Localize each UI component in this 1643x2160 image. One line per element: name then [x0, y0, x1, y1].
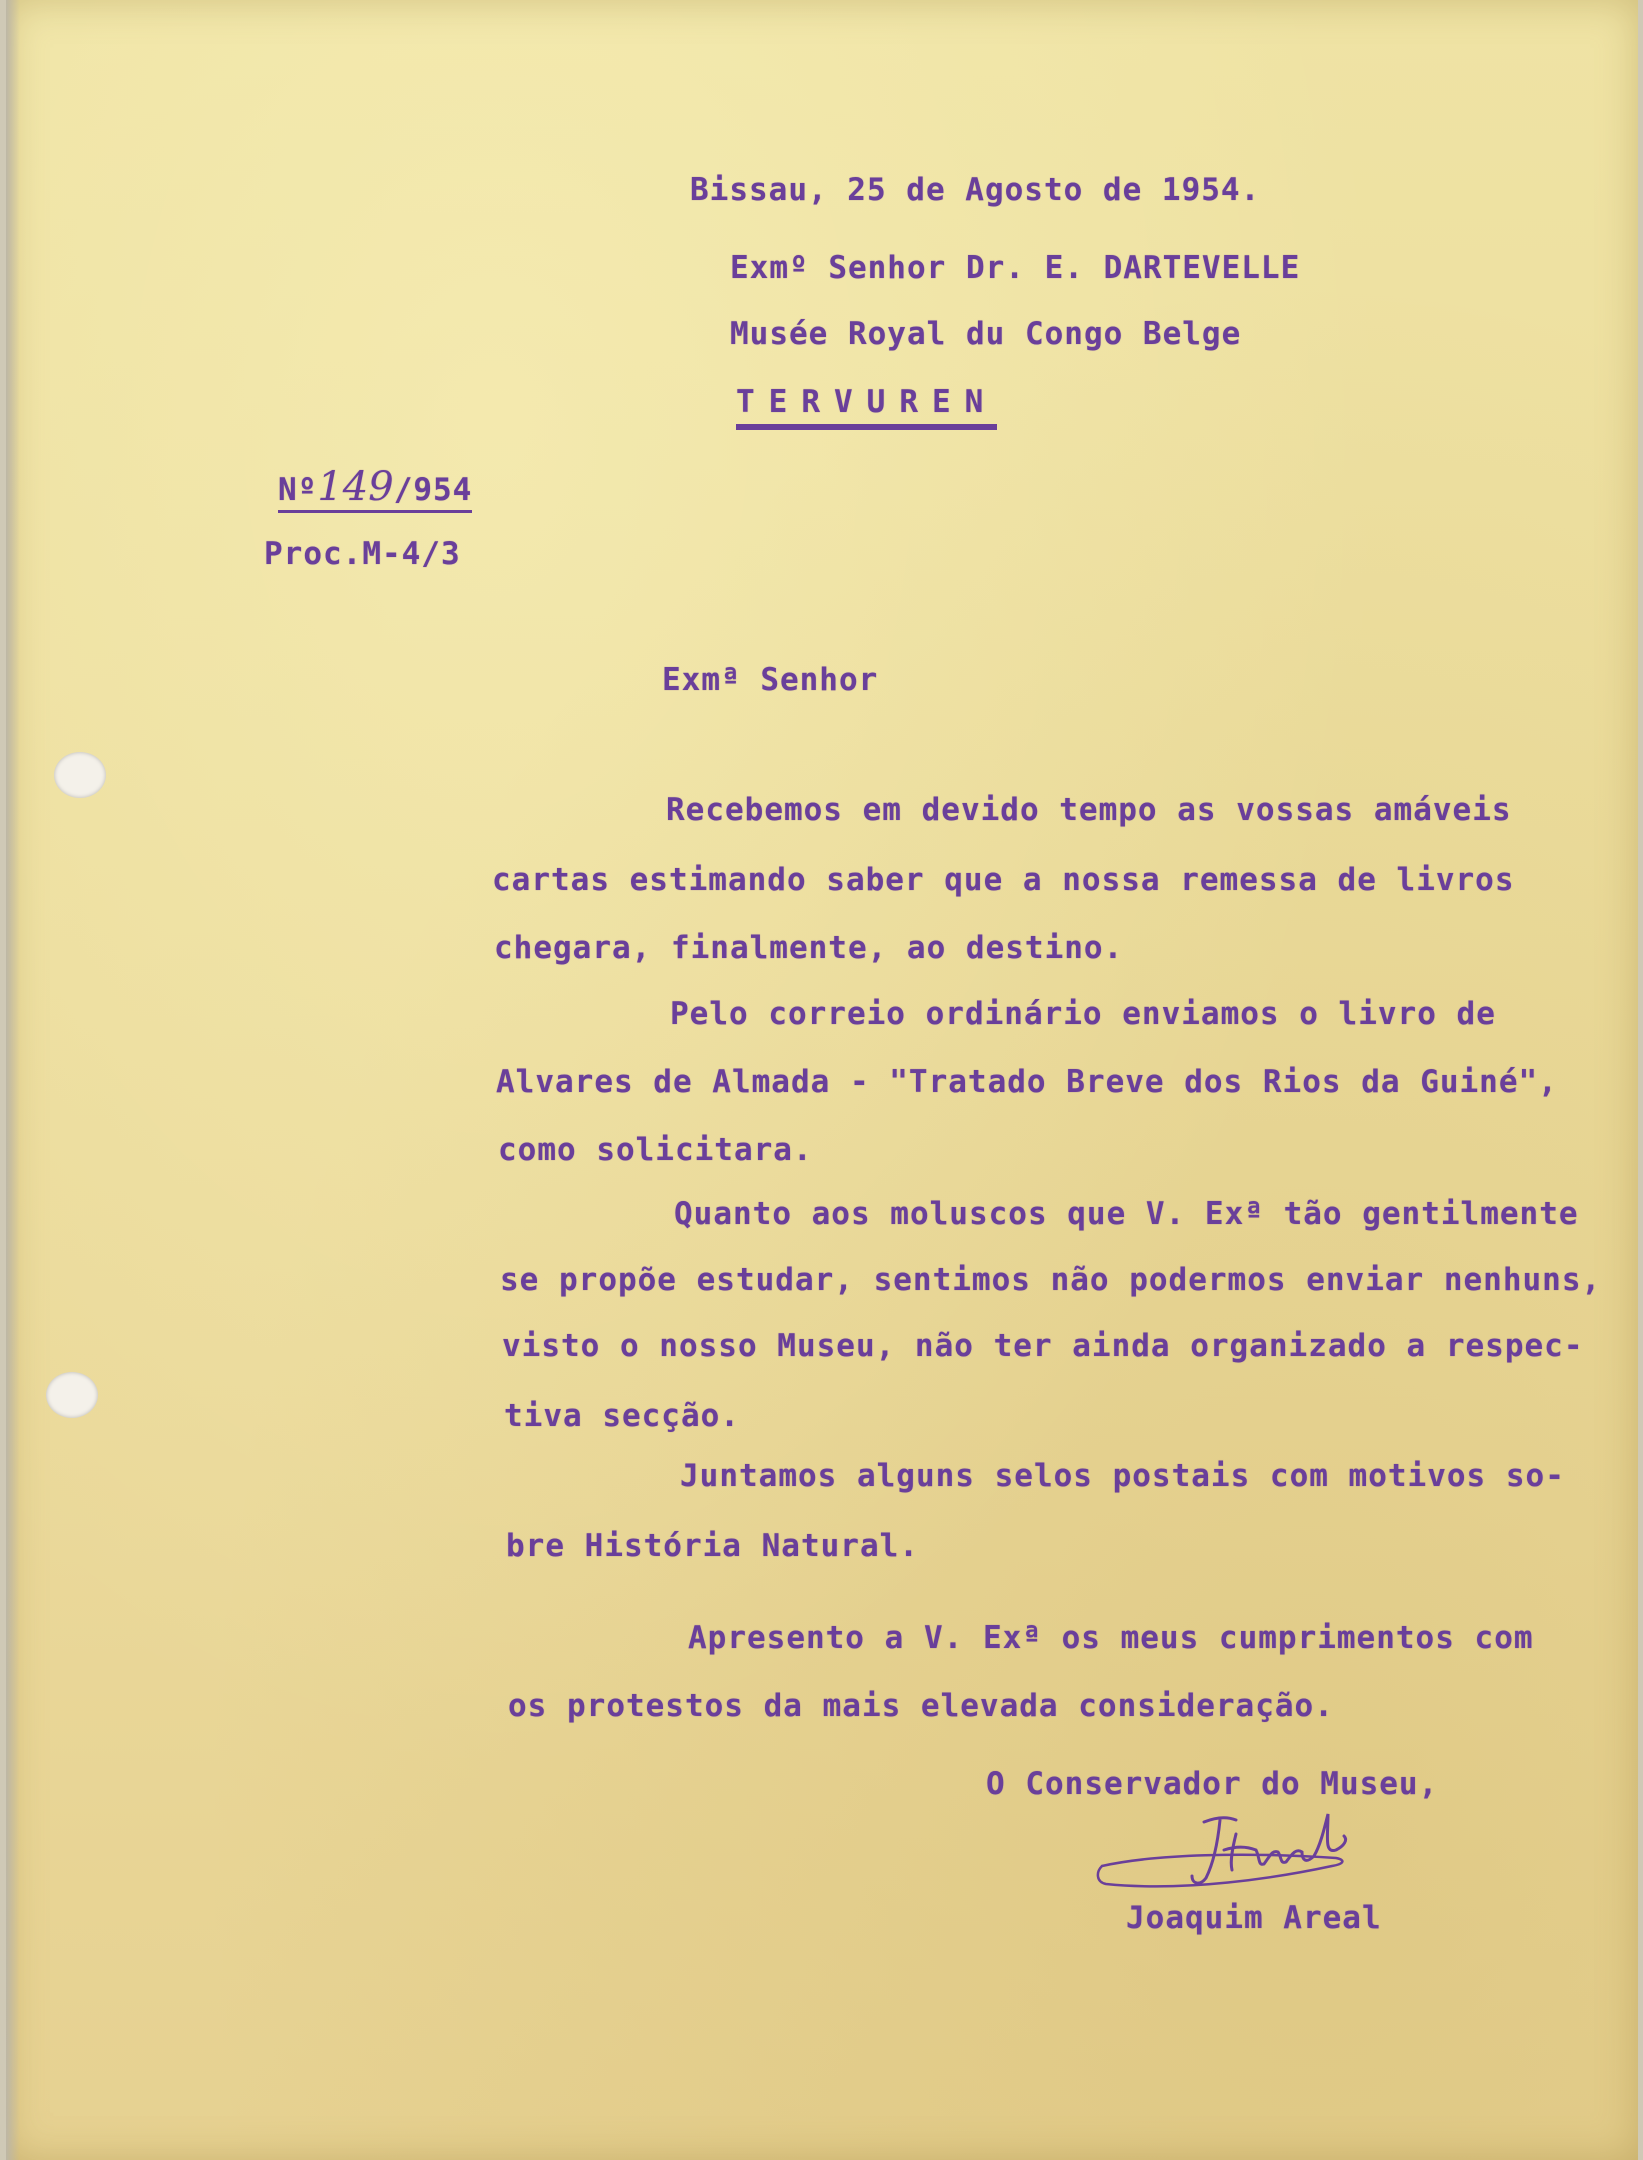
process-reference: Proc.M-4/3 [264, 536, 461, 572]
institution-name: Musée Royal du Congo Belge [730, 316, 1242, 352]
addressee-line: Exmº Senhor Dr. E. DARTEVELLE [730, 250, 1301, 286]
body-line: os protestos da mais elevada consideração. [508, 1688, 1334, 1724]
body-line: bre História Natural. [506, 1528, 919, 1564]
body-line: Recebemos em devido tempo as vossas amáveis [666, 792, 1512, 828]
body-line: Juntamos alguns selos postais com motivos so- [680, 1458, 1565, 1494]
punch-hole-bottom [46, 1372, 98, 1418]
body-line: Pelo correio ordinário enviamos o livro de [670, 996, 1496, 1032]
signatory-name: Joaquim Areal [1126, 1900, 1382, 1936]
punch-hole-top [54, 752, 106, 798]
paper-edge-shadow [6, 0, 20, 2160]
body-line: cartas estimando saber que a nossa remessa de livros [492, 862, 1515, 898]
closing-role: O Conservador do Museu, [986, 1766, 1439, 1802]
reference-number-prefix: Nº [278, 472, 318, 508]
reference-number-handwritten: 149 [317, 464, 394, 510]
body-line: Alvares de Almada - "Tratado Breve dos Rios da Guiné", [496, 1064, 1558, 1100]
letter-sheet [6, 0, 1638, 2160]
reference-number [278, 464, 472, 513]
body-line: Apresento a V. Exª os meus cumprimentos com [688, 1620, 1534, 1656]
body-line: como solicitara. [498, 1132, 813, 1168]
city-name: TERVUREN [736, 384, 997, 430]
body-line: Quanto aos moluscos que V. Exª tão gentilmente [674, 1196, 1579, 1232]
body-line: se propõe estudar, sentimos não podermos enviar nenhuns, [500, 1262, 1602, 1298]
body-line: chegara, finalmente, ao destino. [494, 930, 1124, 966]
body-line: visto o nosso Museu, não ter ainda organizado a respec- [502, 1328, 1584, 1364]
body-line: tiva secção. [504, 1398, 740, 1434]
place-date: Bissau, 25 de Agosto de 1954. [690, 172, 1261, 208]
reference-number-year: /954 [393, 472, 473, 508]
salutation: Exmª Senhor [662, 662, 879, 698]
